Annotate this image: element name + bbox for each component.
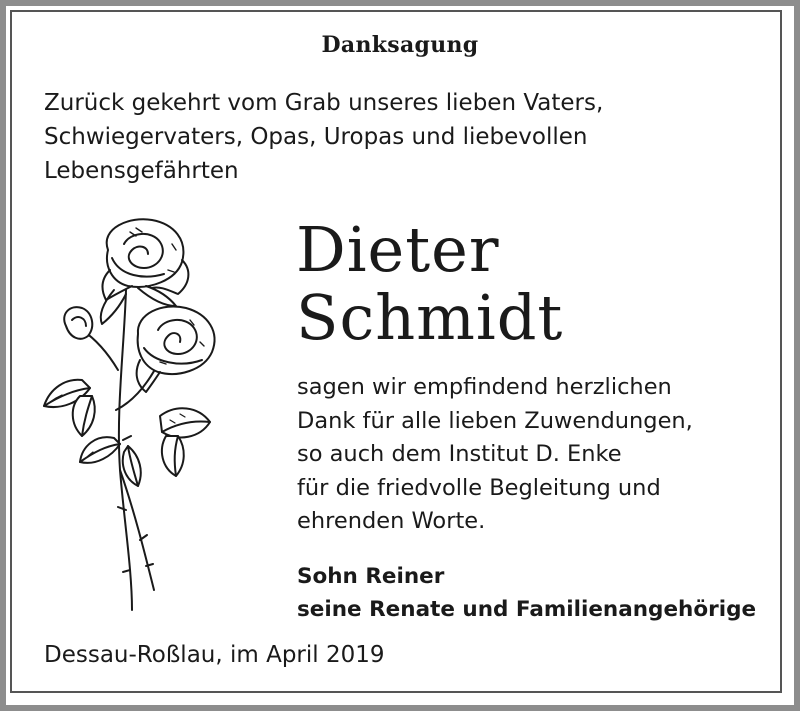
last-name: Schmidt — [296, 281, 564, 354]
thanks-line: so auch dem Institut D. Enke — [297, 441, 622, 467]
intro-line: Zurück gekehrt vom Grab unseres lieben Vaters, — [44, 90, 604, 116]
signer-line: Sohn Reiner — [297, 564, 445, 589]
thanks-line: Dank für alle lieben Zuwendungen, — [297, 407, 693, 434]
thanks-line: sagen wir empfindend herzlichen — [297, 374, 672, 400]
first-name: Dieter — [296, 213, 500, 286]
signers — [297, 560, 777, 626]
thanks-line: ehrenden Worte. — [297, 508, 486, 534]
place-and-date: Dessau-Roßlau, im April 2019 — [44, 642, 385, 668]
intro-line: Schwiegervaters, Opas, Uropas und liebevollen — [44, 124, 588, 150]
signer-line: seine Renate und Familienangehörige — [297, 597, 757, 622]
thanks-text — [297, 371, 777, 539]
notice-heading: Danksagung — [321, 32, 479, 58]
intro-text — [44, 86, 744, 188]
thanks-line: für die friedvolle Begleitung und — [297, 474, 661, 501]
deceased-name — [296, 213, 564, 354]
intro-line: Lebensgefährten — [44, 158, 239, 184]
roses-icon — [40, 210, 230, 620]
